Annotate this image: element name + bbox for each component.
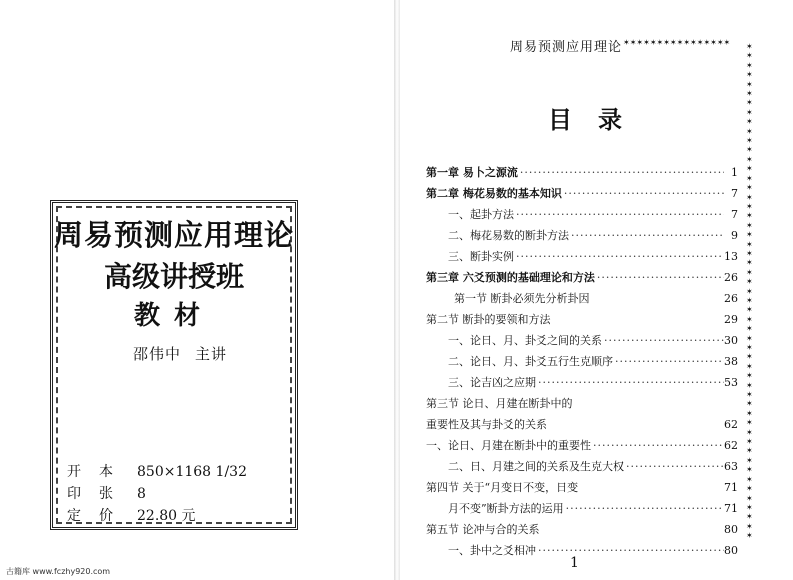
toc-entry-page: 30 bbox=[724, 334, 738, 347]
toc-entry-page: 7 bbox=[731, 208, 738, 221]
toc-entry[interactable] bbox=[426, 542, 738, 563]
toc-entry[interactable] bbox=[426, 437, 738, 458]
toc-entry-page: 38 bbox=[724, 355, 738, 368]
toc-leader-dots bbox=[591, 439, 724, 452]
toc-entry-label: 第一章 易卜之源流 bbox=[426, 166, 518, 179]
spec-label: 开本 bbox=[67, 464, 131, 480]
cover-frame bbox=[50, 200, 298, 530]
toc-entry[interactable] bbox=[426, 479, 738, 500]
right-page bbox=[398, 0, 793, 570]
toc-entry-label: 一、论日、月、卦爻之间的关系 bbox=[448, 334, 602, 347]
spec-label: 定价 bbox=[67, 508, 131, 524]
toc-leader-dots bbox=[514, 208, 724, 221]
lecturer-role: 主讲 bbox=[195, 345, 228, 363]
toc-entry-page: 26 bbox=[724, 271, 738, 284]
toc-entry-page: 63 bbox=[724, 460, 738, 473]
running-header: 周易预测应用理论 bbox=[510, 40, 623, 55]
toc-entry-page: 26 bbox=[724, 292, 738, 305]
toc-leader-dots bbox=[536, 544, 724, 557]
toc-entry[interactable] bbox=[426, 164, 738, 185]
toc-entry[interactable] bbox=[426, 227, 738, 248]
spec-value: 22.80 元 bbox=[137, 508, 196, 524]
toc-entry-page: 71 bbox=[724, 502, 738, 515]
toc-entry-label: 一、论日、月建在断卦中的重要性 bbox=[426, 439, 591, 452]
toc-leader-dots bbox=[514, 250, 724, 263]
spec-row bbox=[67, 461, 247, 483]
toc-entry[interactable] bbox=[426, 206, 738, 227]
toc-entry[interactable] bbox=[426, 416, 738, 437]
toc-entry-page: 1 bbox=[731, 166, 738, 179]
toc-entry-label: 第一节 断卦必须先分析卦因 bbox=[454, 292, 590, 305]
toc-entry[interactable] bbox=[426, 458, 738, 479]
toc-entry-label: 月不变”断卦方法的运用 bbox=[448, 502, 564, 515]
toc-entry-page: 62 bbox=[724, 439, 738, 452]
toc-leader-dots bbox=[569, 229, 724, 242]
toc-entry[interactable] bbox=[426, 332, 738, 353]
toc-entry-label: 三、断卦实例 bbox=[448, 250, 514, 263]
left-page bbox=[0, 0, 395, 576]
lecturer-name: 邵伟中 bbox=[133, 345, 182, 363]
toc-entry-label: 第五节 论冲与合的关系 bbox=[426, 523, 540, 536]
toc-entry[interactable] bbox=[426, 185, 738, 206]
page-number: 1 bbox=[570, 555, 579, 571]
toc-entry[interactable] bbox=[426, 269, 738, 290]
toc-entry-label: 一、起卦方法 bbox=[448, 208, 514, 221]
star-border-right: ✶✶✶✶✶✶✶✶✶✶✶✶✶✶✶✶✶✶✶✶✶✶✶✶✶✶✶✶✶✶✶✶✶✶✶✶✶✶✶✶✶✶✶✶✶✶✶✶✶✶✶✶✶ bbox=[746, 42, 753, 541]
toc-entry-label: 二、论日、月、卦爻五行生克顺序 bbox=[448, 355, 613, 368]
toc-entry-page: 29 bbox=[724, 313, 738, 326]
spec-row bbox=[67, 505, 247, 527]
toc-entry-label: 第四节 关于“月变日不变，日变 bbox=[426, 481, 579, 494]
toc-leader-dots bbox=[518, 166, 724, 179]
spec-row bbox=[67, 483, 247, 505]
toc-entry-page: 71 bbox=[724, 481, 738, 494]
toc-entry-label: 第三节 论日、月建在断卦中的 bbox=[426, 397, 573, 410]
toc-leader-dots bbox=[562, 187, 724, 200]
toc-entry[interactable] bbox=[426, 311, 738, 332]
toc-entry-page: 7 bbox=[731, 187, 738, 200]
table-of-contents bbox=[426, 164, 738, 563]
toc-entry[interactable] bbox=[426, 395, 738, 416]
toc-entry-page: 62 bbox=[724, 418, 738, 431]
toc-entry[interactable] bbox=[426, 374, 738, 395]
toc-entry-label: 一、卦中之爻相冲 bbox=[448, 544, 536, 557]
spec-value: 8 bbox=[137, 486, 146, 502]
toc-entry[interactable] bbox=[426, 521, 738, 542]
toc-entry-page: 13 bbox=[724, 250, 738, 263]
toc-heading: 目录 bbox=[548, 105, 648, 134]
toc-entry-page: 80 bbox=[724, 523, 738, 536]
toc-entry[interactable] bbox=[426, 248, 738, 269]
toc-entry-label: 三、论吉凶之应期 bbox=[448, 376, 536, 389]
lecturer bbox=[133, 343, 227, 364]
toc-entry-page: 53 bbox=[724, 376, 738, 389]
toc-entry[interactable] bbox=[426, 500, 738, 521]
toc-entry-label: 第二章 梅花易数的基本知识 bbox=[426, 187, 562, 200]
watermark-footer: 古籍库 www.fczhy920.com bbox=[6, 567, 111, 576]
toc-entry-label: 二、梅花易数的断卦方法 bbox=[448, 229, 569, 242]
toc-entry-page: 9 bbox=[731, 229, 738, 242]
toc-leader-dots bbox=[595, 271, 724, 284]
toc-entry-page: 80 bbox=[724, 544, 738, 557]
toc-entry-label: 第三章 六爻预测的基础理论和方法 bbox=[426, 271, 595, 284]
spec-value: 850×1168 1/32 bbox=[137, 464, 247, 480]
publication-specs bbox=[67, 461, 247, 527]
cover-title-line2: 高级讲授班 bbox=[103, 260, 244, 293]
toc-leader-dots bbox=[613, 355, 724, 368]
toc-entry-label: 重要性及其与卦爻的关系 bbox=[426, 418, 547, 431]
toc-leader-dots bbox=[624, 460, 724, 473]
toc-entry-label: 第二节 断卦的要领和方法 bbox=[426, 313, 551, 326]
toc-leader-dots bbox=[536, 376, 724, 389]
star-border-top: ✶✶✶✶✶✶✶✶✶✶✶✶✶✶✶✶ bbox=[623, 38, 731, 47]
toc-entry[interactable] bbox=[426, 290, 738, 311]
toc-entry-label: 二、日、月建之间的关系及生克大权 bbox=[448, 460, 624, 473]
spec-label: 印张 bbox=[67, 486, 131, 502]
toc-entry[interactable] bbox=[426, 353, 738, 374]
toc-leader-dots bbox=[602, 334, 724, 347]
cover-title-line3: 教材 bbox=[133, 301, 214, 331]
cover-title-line1: 周易预测应用理论 bbox=[53, 218, 294, 252]
toc-leader-dots bbox=[564, 502, 724, 515]
